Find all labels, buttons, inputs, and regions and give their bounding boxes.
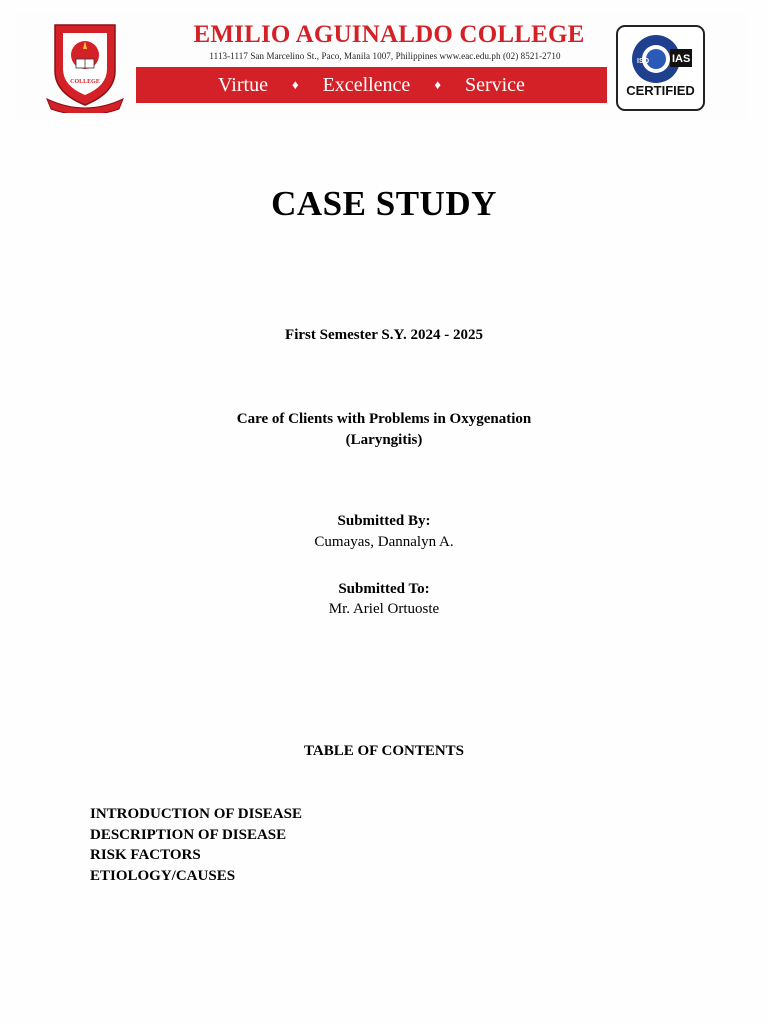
- semester-line: First Semester S.Y. 2024 - 2025: [285, 327, 483, 343]
- college-address: 1113-1117 San Marcelino St., Paco, Manila 1007, Philippines www.eac.edu.ph (02) 8521-2710: [209, 51, 561, 61]
- certified-label: CERTIFIED: [626, 83, 695, 98]
- toc-title: TABLE OF CONTENTS: [303, 743, 465, 759]
- college-seal-logo: [45, 21, 125, 113]
- motto-virtue: Virtue: [218, 73, 268, 96]
- submitted-by-label: Submitted By:: [337, 513, 431, 529]
- toc-item: ETIOLOGY/CAUSES: [90, 867, 236, 884]
- ias-text: IAS: [672, 53, 691, 65]
- motto-bar: [136, 67, 607, 103]
- toc-item: RISK FACTORS: [90, 847, 201, 863]
- diamond-icon: ♦: [291, 77, 299, 92]
- submitted-by-name: Cumayas, Dannalyn A.: [314, 534, 454, 550]
- course-topic: (Laryngitis): [345, 432, 423, 448]
- submitted-to-name: Mr. Ariel Ortuoste: [328, 601, 440, 617]
- document-title: CASE STUDY: [271, 184, 497, 223]
- diamond-icon: ♦: [434, 77, 441, 92]
- toc-item: INTRODUCTION OF DISEASE: [90, 806, 302, 822]
- toc-list: [90, 804, 302, 886]
- course-title: [0, 409, 768, 451]
- motto-excellence: Excellence: [322, 73, 411, 96]
- submitted-to-block: [0, 579, 768, 619]
- iso-text: ISO: [637, 58, 650, 65]
- submitted-to-label: Submitted To:: [338, 581, 430, 597]
- motto-service: Service: [464, 73, 525, 96]
- college-name: EMILIO AGUINALDO COLLEGE: [193, 21, 585, 48]
- course-name: Care of Clients with Problems in Oxygenation: [236, 411, 532, 427]
- toc-item: DESCRIPTION OF DISEASE: [90, 826, 287, 843]
- seal-text: COLLEGE: [70, 79, 100, 85]
- certification-emblem-icon: [618, 27, 703, 83]
- iso-certified-badge: [616, 25, 705, 111]
- letterhead: [16, 14, 746, 120]
- submitted-by-block: [0, 511, 768, 553]
